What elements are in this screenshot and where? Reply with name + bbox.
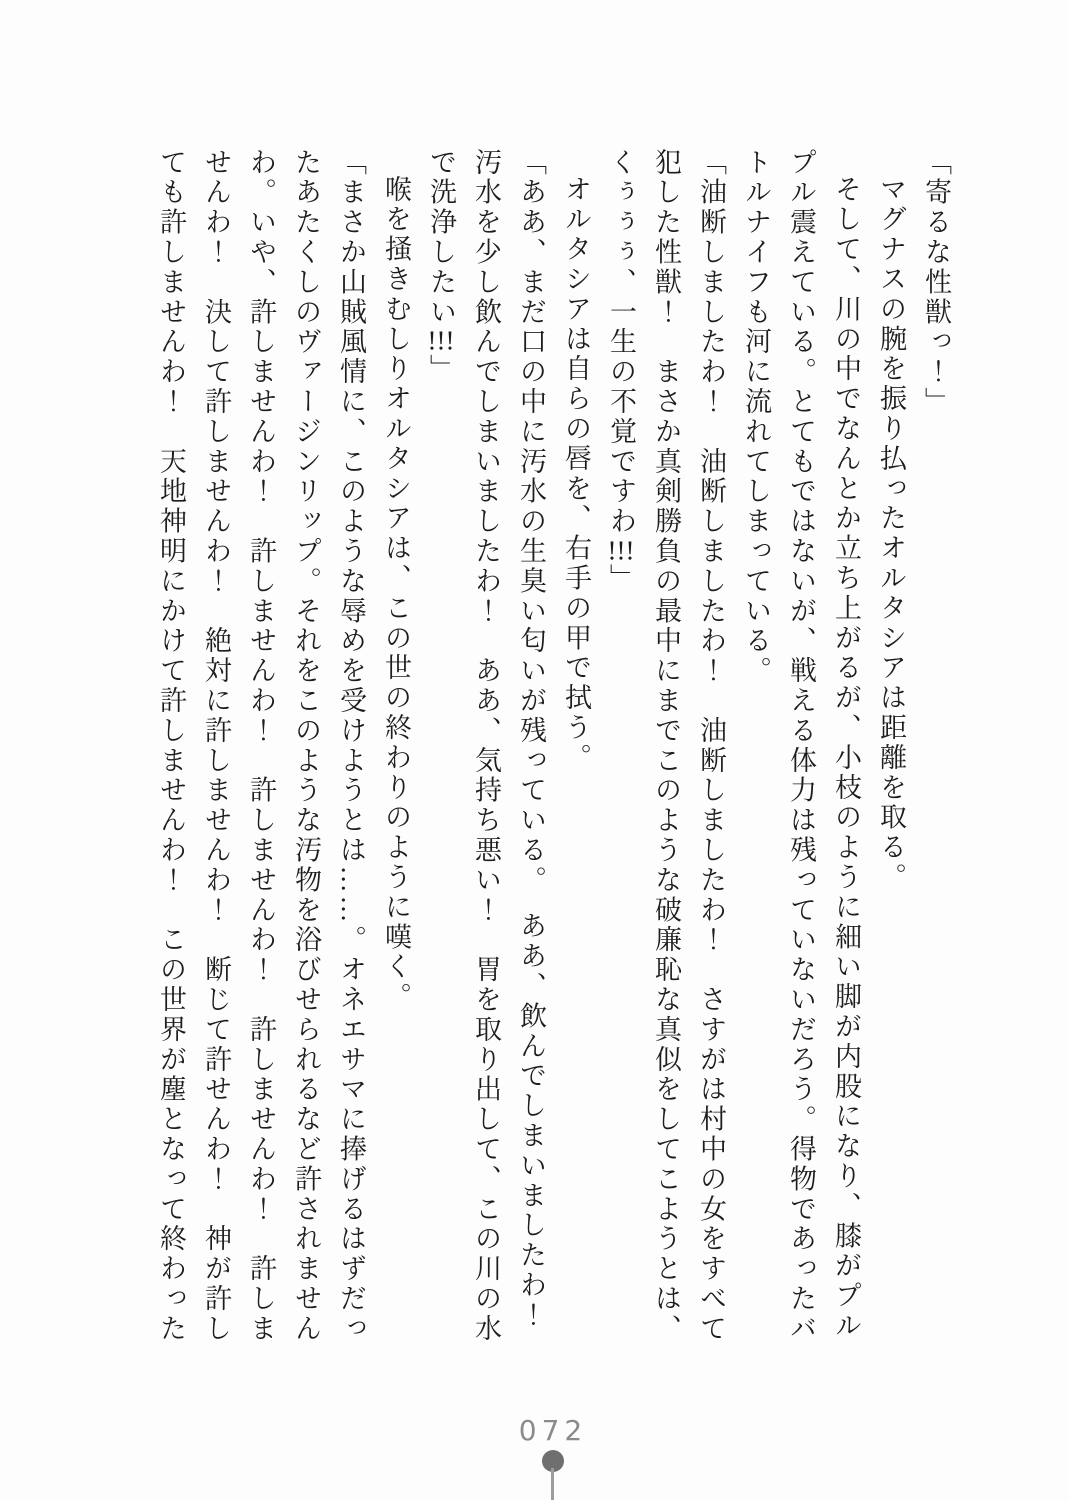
page-number: 072 (518, 1414, 588, 1447)
paragraph-4: 「油断しましたわ！ 油断しましたわ！ 油断しましたわ！ さすがは村中の女をすべて犯した性獣！ まさか真剣勝負の最中にまでこのような破廉恥な真似をしてこようとは、くぅぅぅ、一生の不覚ですわ!!!」 (606, 148, 726, 1344)
triple-exclamation: !!! (427, 327, 455, 355)
paragraph-5: オルタシアは自らの唇を、右手の甲で拭う。 (561, 175, 591, 773)
paragraph-1: 「寄るな性獣っ！」 (921, 148, 951, 418)
paragraph-7: 喉を掻きむしりオルタシアは、この世の終わりのように嘆く。 (381, 175, 411, 1013)
paragraph-2: マグナスの腕を振り払ったオルタシアは距離を取る。 (876, 175, 906, 893)
paragraph-8: 「まさか山賊風情に、このような辱めを受けようとは……。オネエサマに捧げるはずだったあたくしのヴァージンリップ。それをこのような汚物を浴びせられるなど許されませんわ。いや、許しませんわ！ 許しませんわ！ 許しませんわ！ 許しませんわ！ 許しませんわ！ 決して許しませんわ！ 絶対に許しませんわ！ 断じて許せんわ！ 神が許しても許しませんわ！ 天地神明にかけて許しませんわ！ この世界が塵となって終わった (156, 148, 366, 1344)
marker-line (551, 1468, 554, 1500)
paragraph-6: 「ああ、まだ口の中に汚水の生臭い匂いが残っている。 ああ、飲んでしまいましたわ！ 汚水を少し飲んでしまいましたわ！ ああ、気持ち悪い！ 胃を取り出して、この川の水で洗浄したい!!!」 (426, 148, 546, 1361)
page-text-block (133, 148, 958, 1361)
triple-exclamation: !!! (607, 536, 635, 564)
paragraph-3: そして、川の中でなんとか立ち上がるが、小枝のように細い脚が内股になり、膝がプルプル震えている。とてもではないが、戦える体力は残っていないだろう。得物であったバトルナイフも河に流れてしまっている。 (741, 148, 861, 1344)
